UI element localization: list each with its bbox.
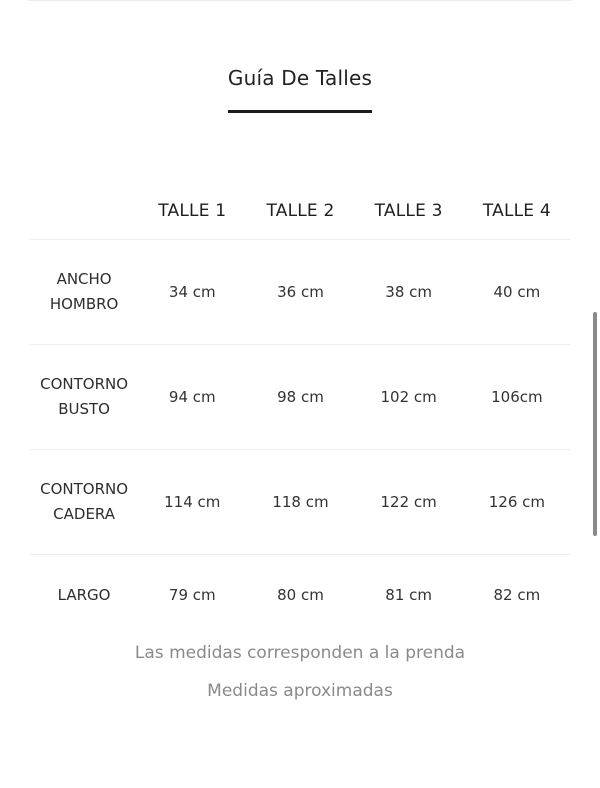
table-cell: 80 cm [277,585,324,604]
page-title: Guía De Talles [227,66,373,90]
table-row [30,345,571,450]
table-cell: 36 cm [246,240,354,345]
note-garment-measurements: Las medidas corresponden a la prenda [134,643,466,663]
header-talle-3: TALLE 3 [355,183,463,240]
title-underline [228,110,372,113]
row-label-line: CONTORNO [40,375,129,393]
table-cell: 40 cm [463,240,571,345]
title-container [0,66,600,106]
header-talle-2: TALLE 2 [246,183,354,240]
table-row [30,240,571,345]
row-label-ancho-hombro [30,240,138,345]
table-cell: 94 cm [138,345,246,450]
header-talle-4: TALLE 4 [463,183,571,240]
header-talle-1: TALLE 1 [138,183,246,240]
table-header-row [30,183,571,240]
table-cell: 102 cm [355,345,463,450]
row-label-line: ANCHO [56,270,112,288]
row-label-line: LARGO [57,585,111,604]
row-label-line: CONTORNO [40,480,129,498]
row-label-line: CADERA [53,505,116,523]
table-cell: 79 cm [168,585,216,604]
table-row [30,555,571,636]
table-cell: 81 cm [385,585,433,604]
note-approximate-measurements: Medidas aproximadas [207,681,393,701]
table-cell: 38 cm [355,240,463,345]
row-label-largo [30,555,138,636]
table-cell: 106cm [463,345,571,450]
table-cell: 122 cm [355,450,463,555]
scrollbar-thumb[interactable] [593,312,597,536]
table-cell: 126 cm [463,450,571,555]
size-guide-table [30,183,571,635]
table-cell: 82 cm [493,585,541,604]
row-label-contorno-cadera [30,450,138,555]
table-cell: 98 cm [246,345,354,450]
row-label-line: HOMBRO [49,295,119,313]
row-label-line: BUSTO [58,400,110,418]
table-cell: 118 cm [246,450,354,555]
header-empty [30,183,138,240]
top-divider [28,0,572,1]
row-label-contorno-busto [30,345,138,450]
table-cell: 34 cm [138,240,246,345]
table-row [30,450,571,555]
table-cell: 114 cm [138,450,246,555]
